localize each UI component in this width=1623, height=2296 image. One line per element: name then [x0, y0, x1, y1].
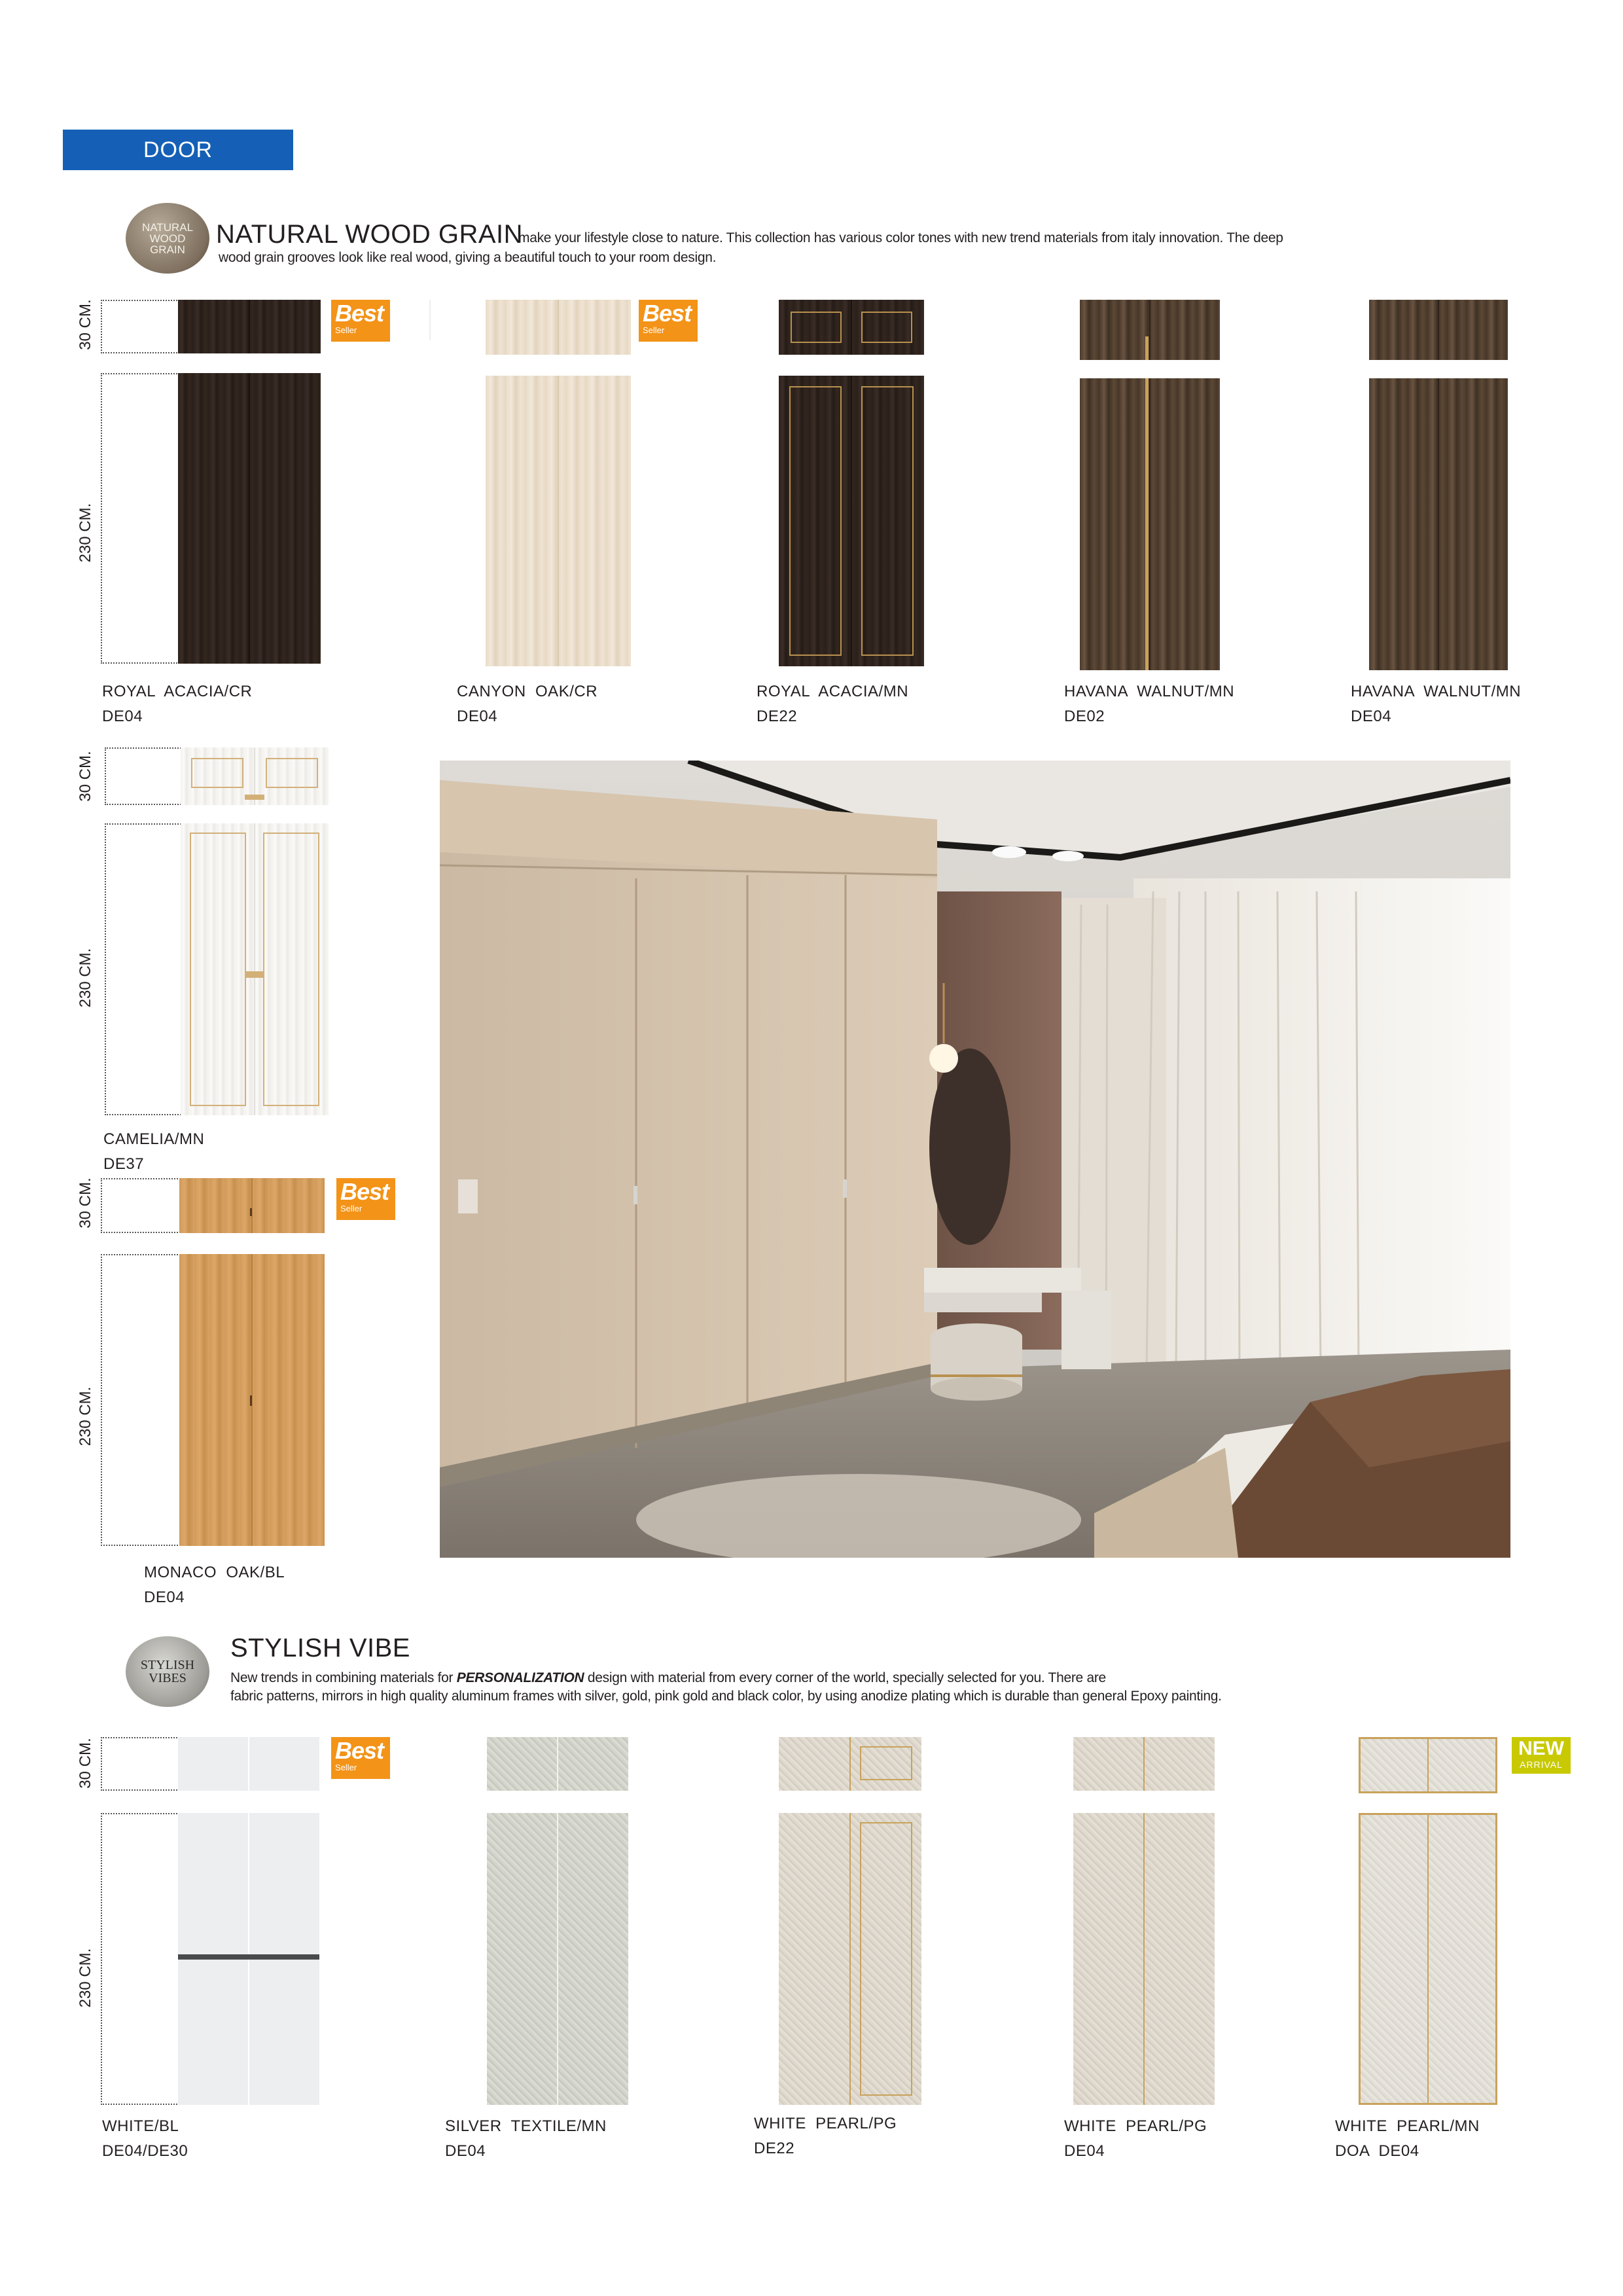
door-top-swatch	[1369, 300, 1508, 360]
bedroom-photo	[440, 761, 1510, 1558]
dim-label-230: 230 CM.	[77, 1386, 94, 1446]
door-swatch	[178, 373, 321, 664]
product-code: DE22	[754, 2140, 795, 2157]
dim-label-230: 230 CM.	[77, 948, 94, 1008]
dim-guide-230	[101, 1254, 181, 1546]
badge-line: NATURAL	[141, 221, 194, 234]
stylish-section-title: STYLISH VIBE	[230, 1634, 410, 1662]
door-swatch	[178, 1813, 319, 2105]
product-name: WHITE PEARL/MN	[1335, 2117, 1480, 2135]
door-swatch	[779, 1813, 921, 2105]
door-swatch	[486, 376, 631, 666]
door-top-swatch	[779, 1737, 921, 1791]
dim-guide-30	[101, 300, 179, 353]
door-swatch	[1073, 1813, 1215, 2105]
dim-guide-30	[101, 1737, 179, 1791]
product-code: DE02	[1064, 708, 1105, 725]
natural-desc-line2: wood grain grooves look like real wood, giving a beautiful touch to your room design.	[219, 250, 717, 265]
product-code: DE04	[457, 708, 498, 725]
door-swatch	[487, 1813, 628, 2105]
door-top-swatch	[487, 1737, 628, 1791]
door-top-swatch	[779, 300, 924, 355]
product-name: WHITE PEARL/PG	[754, 2115, 897, 2132]
door-swatch	[181, 823, 329, 1115]
dim-label-30: 30 CM.	[77, 751, 94, 802]
product-code: DE04	[144, 1588, 185, 1606]
product-code: DE04	[102, 708, 143, 725]
product-name: ROYAL ACACIA/CR	[102, 683, 253, 700]
door-top-swatch	[1073, 1737, 1215, 1791]
best-seller-badge: Best Seller	[331, 1737, 390, 1779]
door-top-swatch	[1080, 300, 1220, 360]
dim-label-30: 30 CM.	[77, 1738, 94, 1789]
product-name: WHITE/BL	[102, 2117, 179, 2135]
bedroom-illustration	[440, 761, 1510, 1558]
door-top-swatch	[178, 1737, 319, 1791]
product-code: DE04	[1351, 708, 1392, 725]
product-code: DE37	[103, 1155, 145, 1173]
product-name: MONACO OAK/BL	[144, 1564, 285, 1581]
product-code: DE04/DE30	[102, 2142, 188, 2160]
natural-wood-grain-badge	[126, 203, 209, 274]
best-seller-badge: Best Seller	[336, 1178, 395, 1220]
product-code: DE04	[1064, 2142, 1105, 2160]
product-name: CANYON OAK/CR	[457, 683, 598, 700]
door-swatch	[179, 1254, 325, 1546]
product-name: CAMELIA/MN	[103, 1130, 205, 1148]
door-top-swatch	[486, 300, 631, 355]
product-code: DOA DE04	[1335, 2142, 1419, 2160]
stylish-vibes-badge	[126, 1636, 209, 1707]
best-seller-badge: Best Seller	[639, 300, 698, 342]
product-name: SILVER TEXTILE/MN	[445, 2117, 607, 2135]
dim-guide-230	[105, 823, 183, 1115]
badge-line: STYLISH	[140, 1658, 195, 1672]
door-swatch	[1369, 378, 1508, 670]
new-arrival-badge: NEW ARRIVAL	[1512, 1737, 1571, 1774]
badge-line: WOOD	[149, 232, 186, 245]
product-code: DE22	[757, 708, 798, 725]
dim-guide-30	[105, 747, 183, 805]
product-name: HAVANA WALNUT/MN	[1064, 683, 1235, 700]
divider	[429, 300, 431, 340]
dim-guide-230	[101, 373, 179, 664]
dim-label-230: 230 CM.	[77, 503, 94, 563]
door-swatch	[1080, 378, 1220, 670]
door-top-swatch	[181, 747, 329, 805]
best-seller-badge: Best Seller	[331, 300, 390, 342]
stylish-desc-line1: New trends in combining materials for PERSONALIZATION design with material from every corner of the world, specially selected for you. There are	[230, 1670, 1106, 1685]
badge-line: GRAIN	[150, 243, 185, 256]
badge-line: VIBES	[149, 1671, 187, 1685]
door-top-swatch	[1359, 1737, 1497, 1793]
dim-label-30: 30 CM.	[77, 1177, 94, 1229]
product-name: WHITE PEARL/PG	[1064, 2117, 1207, 2135]
door-swatch	[1359, 1813, 1497, 2105]
product-code: DE04	[445, 2142, 486, 2160]
dim-guide-30	[101, 1178, 181, 1233]
dim-label-30: 30 CM.	[77, 299, 94, 350]
door-top-swatch	[178, 300, 321, 353]
section-tag-door: DOOR	[63, 130, 293, 170]
door-top-swatch	[179, 1178, 325, 1233]
product-name: ROYAL ACACIA/MN	[757, 683, 909, 700]
natural-desc-line1: make your lifestyle close to nature. This collection has various color tones with new trend materials from italy innovation. The deep	[518, 230, 1283, 245]
product-name: HAVANA WALNUT/MN	[1351, 683, 1522, 700]
door-swatch	[779, 376, 924, 666]
dim-guide-230	[101, 1813, 179, 2105]
dim-label-230: 230 CM.	[77, 1948, 94, 2008]
natural-section-title: NATURAL WOOD GRAIN	[216, 220, 524, 249]
stylish-desc-line2: fabric patterns, mirrors in high quality aluminum frames with silver, gold, pink gold and black color, by using anodize plating which is durable than general Epoxy painting.	[230, 1689, 1222, 1704]
